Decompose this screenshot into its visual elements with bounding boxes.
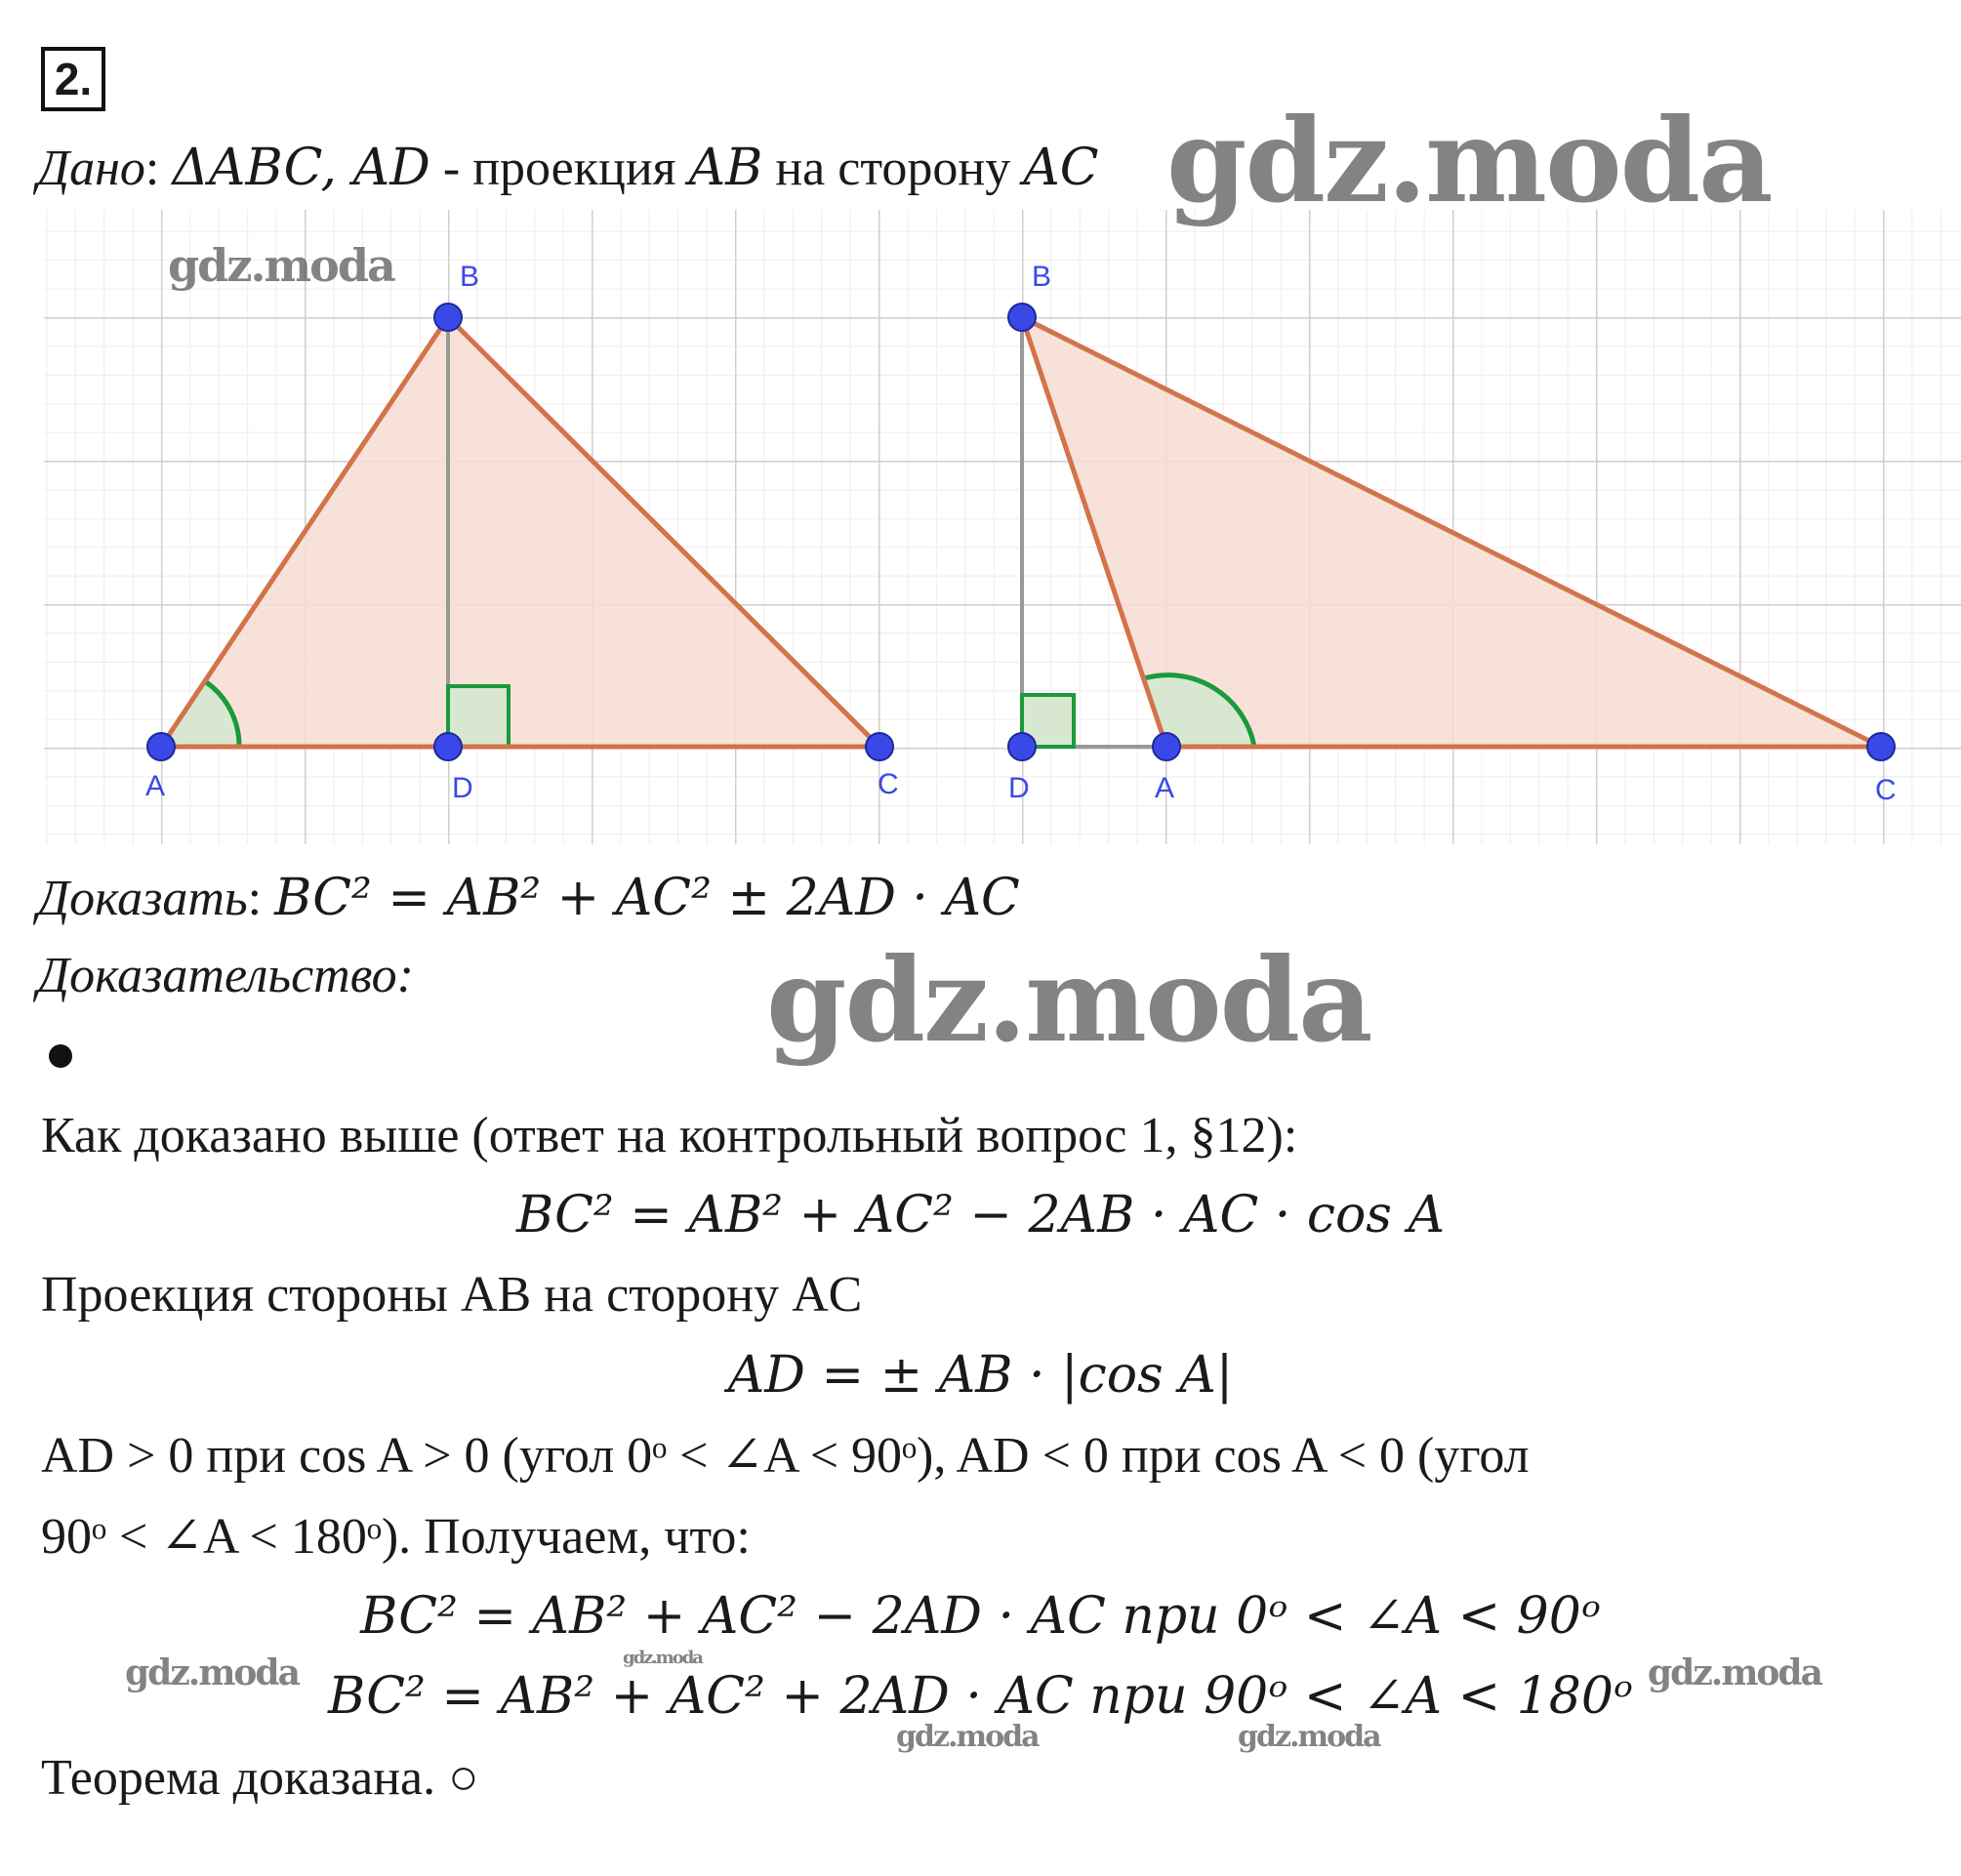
right-point-c bbox=[1867, 733, 1895, 760]
given-label: Дано bbox=[37, 141, 145, 196]
given-ac: AC bbox=[1023, 139, 1099, 197]
problem-number: 2. bbox=[41, 47, 105, 111]
right-label-c: C bbox=[1875, 774, 1897, 806]
formula-3: BC² = AB² + AC² − 2AD · AC при 0ᵒ < ∠A < 90ᵒ bbox=[360, 1587, 1601, 1646]
condition-line-2: 90ᵒ < ∠A < 180ᵒ). Получаем, что: bbox=[41, 1509, 751, 1565]
watermark-left: gdz.moda bbox=[125, 1652, 299, 1693]
left-point-a bbox=[147, 733, 175, 760]
watermark-bottom-1: gdz.moda bbox=[896, 1720, 1039, 1754]
conclusion-text: Теорема доказана. ○ bbox=[41, 1750, 479, 1806]
right-point-a bbox=[1153, 733, 1180, 760]
watermark-top: gdz.moda bbox=[1166, 93, 1772, 228]
left-label-b: B bbox=[460, 261, 480, 293]
bullet-icon bbox=[49, 1044, 72, 1068]
proof-label: Доказательство: bbox=[37, 948, 414, 1003]
left-label-c: C bbox=[878, 768, 899, 800]
given-ab: AB bbox=[688, 139, 763, 197]
formula-4: BC² = AB² + AC² + 2AD · AC при 90ᵒ < ∠A < 180ᵒ bbox=[328, 1667, 1633, 1726]
watermark-middle: gdz.moda bbox=[766, 932, 1371, 1068]
prove-line: Доказать: BC² = AB² + AC² ± 2AD · AC bbox=[37, 869, 1020, 927]
prove-formula: BC² = AB² + AC² ± 2AD · AC bbox=[274, 869, 1020, 927]
intro-text: Как доказано выше (ответ на контрольный вопрос 1, §12): bbox=[41, 1108, 1298, 1163]
right-point-d bbox=[1008, 733, 1036, 760]
watermark-figure: gdz.moda bbox=[168, 239, 394, 292]
formula-2: AD = ± AB · |cos A| bbox=[727, 1346, 1234, 1405]
prove-label: Доказать bbox=[37, 871, 248, 926]
left-point-c bbox=[866, 733, 893, 760]
right-label-a: A bbox=[1155, 772, 1175, 804]
right-label-b: B bbox=[1032, 261, 1052, 293]
given-math: ΔABC, AD bbox=[172, 139, 430, 197]
given-line: Дано: ΔABC, AD - проекция AB на сторону AC bbox=[37, 139, 1099, 197]
watermark-tiny: gdz.moda bbox=[623, 1648, 702, 1668]
condition-line-1: AD > 0 при cos A > 0 (угол 0ᵒ < ∠A < 90ᵒ), AD < 0 при cos A < 0 (угол bbox=[41, 1428, 1530, 1484]
left-label-a: A bbox=[145, 770, 166, 802]
formula-1: BC² = AB² + AC² − 2AB · AC · cos A bbox=[515, 1186, 1446, 1244]
left-point-b bbox=[434, 304, 462, 331]
geometry-figure bbox=[44, 210, 1961, 844]
right-point-b bbox=[1008, 304, 1036, 331]
given-text-2: на сторону bbox=[762, 141, 1024, 196]
watermark-bottom-2: gdz.moda bbox=[1238, 1720, 1380, 1754]
given-text: - проекция bbox=[429, 141, 689, 196]
projection-text: Проекция стороны AB на сторону AC bbox=[41, 1267, 863, 1323]
left-point-d bbox=[434, 733, 462, 760]
left-label-d: D bbox=[452, 772, 473, 804]
right-label-d: D bbox=[1008, 772, 1030, 804]
watermark-right: gdz.moda bbox=[1648, 1652, 1821, 1693]
